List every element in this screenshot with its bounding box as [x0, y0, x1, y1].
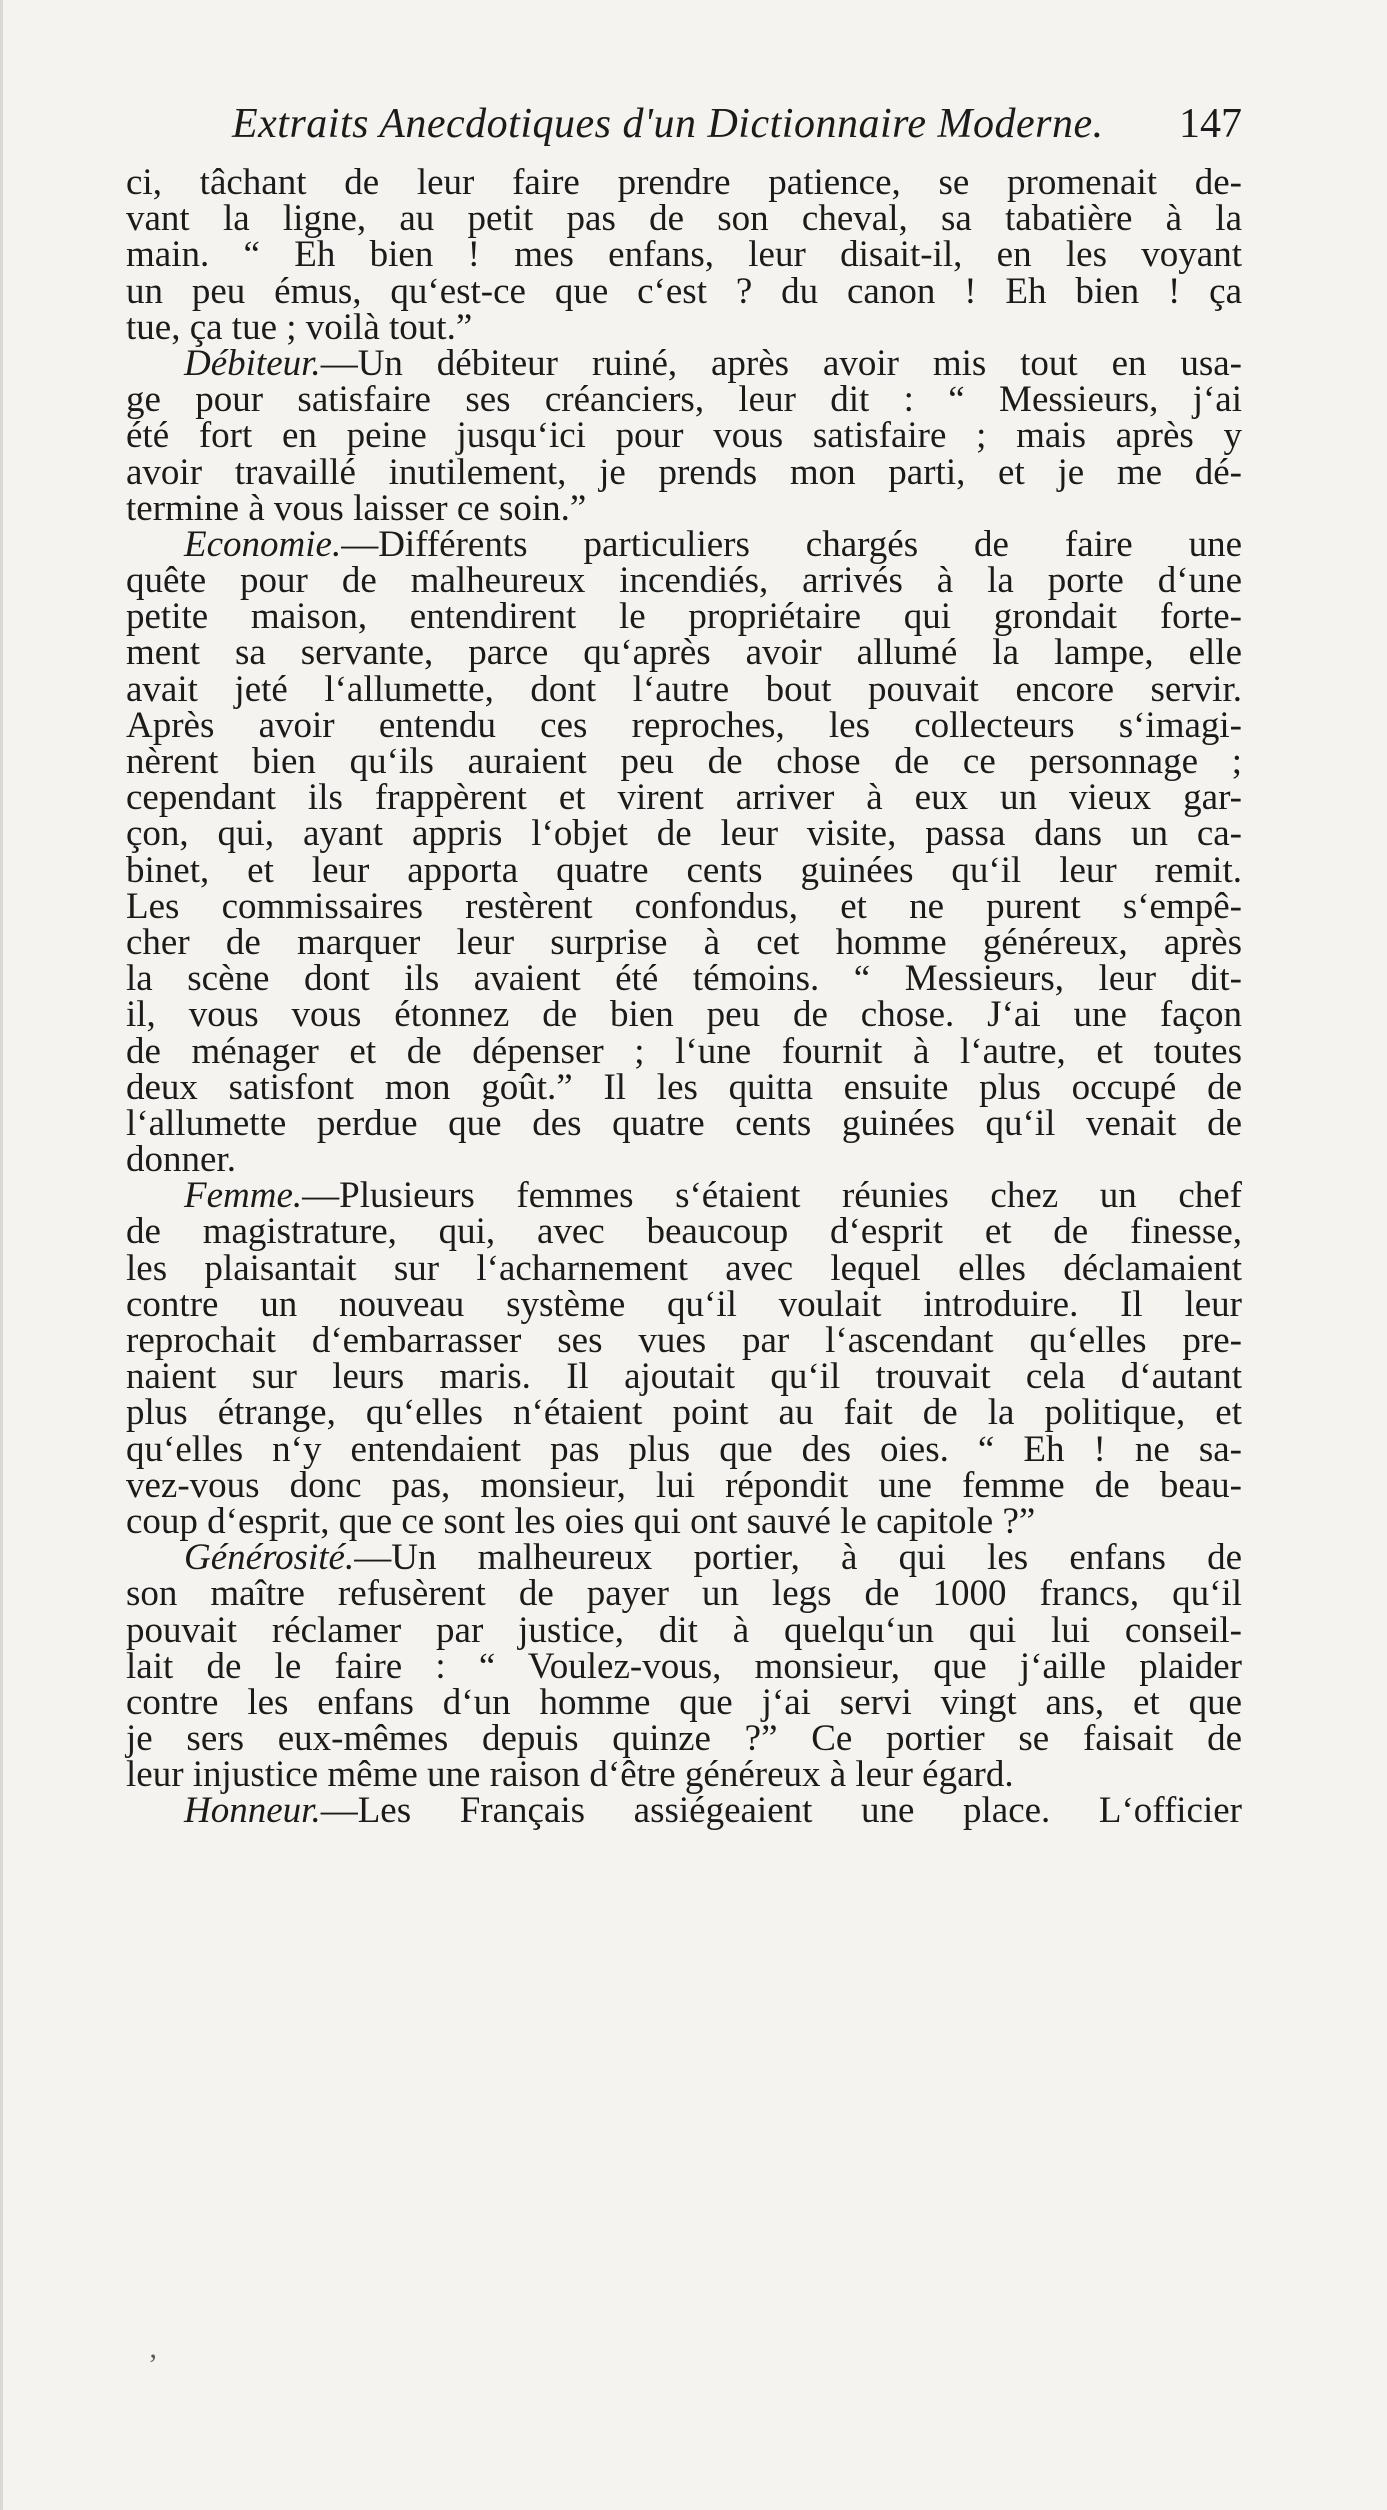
line-text: les plaisantait sur l‘acharnement avec lequel elles déclamaient: [126, 1247, 1242, 1289]
text-line: [126, 1030, 1242, 1072]
entry-headword: Honneur.: [184, 1790, 321, 1832]
line-text: je sers eux-mêmes depuis quinze ?” Ce portier se faisait de: [126, 1718, 1242, 1760]
text-line: [126, 1247, 1242, 1289]
entry-headword: Femme.: [184, 1175, 303, 1217]
text-line: [126, 1428, 1242, 1470]
text-line: [126, 849, 1242, 891]
line-text: binet, et leur apporta quatre cents guinées qu‘il leur remit.: [126, 849, 1242, 891]
text-line: [126, 777, 1242, 819]
line-text: coup d‘esprit, que ce sont les oies qui ont sauvé le capitole ?”: [126, 1500, 1036, 1542]
running-title: Extraits Anecdotiques d'un Dictionnaire Moderne.: [232, 101, 1104, 147]
text-line: [126, 632, 1242, 674]
text-line: [126, 1681, 1242, 1723]
running-header: [232, 100, 1242, 160]
line-text: naient sur leurs maris. Il ajoutait qu‘il trouvait cela d‘autant: [126, 1356, 1242, 1398]
line-text: —Les Français assiégeaient une place. L‘officier: [320, 1790, 1242, 1832]
text-line: [126, 885, 1242, 927]
text-line: [126, 921, 1242, 963]
text-line: [126, 198, 1242, 240]
text-line: [126, 1464, 1242, 1506]
text-line: [126, 162, 1242, 203]
text-line: [126, 596, 1242, 638]
text-line: [126, 1392, 1242, 1434]
entry-headword: Débiteur.: [184, 342, 321, 384]
page-edge: [0, 0, 3, 2510]
line-text: vez-vous donc pas, monsieur, lui répondit une femme de beau-: [126, 1464, 1242, 1506]
text-line: [126, 1754, 1242, 1796]
line-text: petite maison, entendirent le propriétaire qui grondait forte-: [126, 596, 1242, 638]
line-text: l‘allumette perdue que des quatre cents guinées qu‘il venait de: [126, 1102, 1242, 1144]
text-line: [126, 1283, 1242, 1325]
line-text: la scène dont ils avaient été témoins. “ Messieurs, leur dit-: [126, 958, 1242, 1000]
text-line: [126, 234, 1242, 276]
line-text: été fort en peine jusqu‘ici pour vous satisfaire ; mais après y: [126, 415, 1242, 457]
line-text: Après avoir entendu ces reproches, les collecteurs s‘imagi-: [126, 704, 1242, 746]
text-line: [126, 704, 1242, 746]
text-line: [126, 1645, 1242, 1687]
line-text: son maître refusèrent de payer un legs de 1000 francs, qu‘il: [126, 1573, 1242, 1615]
text-line: [126, 415, 1242, 457]
line-text: cependant ils frappèrent et virent arriver à eux un vieux gar-: [126, 777, 1242, 819]
line-text: main. “ Eh bien ! mes enfans, leur disait-il, en les voyant: [126, 234, 1242, 276]
line-text: contre un nouveau système qu‘il voulait introduire. Il leur: [126, 1283, 1242, 1325]
text-line: [126, 1320, 1242, 1361]
text-line: [126, 1139, 1242, 1181]
entry-first-line: [126, 1537, 1242, 1579]
entry-first-line: [126, 342, 1242, 384]
line-text: quête pour de malheureux incendiés, arrivés à la porte d‘une: [126, 560, 1242, 602]
line-text: avoir travaillé inutilement, je prends mon parti, et je me dé-: [126, 451, 1242, 493]
line-text: pouvait réclamer par justice, dit à quelqu‘un qui lui conseil-: [126, 1609, 1242, 1651]
entry-headword: Générosité.: [184, 1537, 355, 1579]
line-text: qu‘elles n‘y entendaient pas plus que des oies. “ Eh ! ne sa-: [126, 1428, 1242, 1470]
text-line: [126, 1211, 1242, 1253]
text-line: [126, 1609, 1242, 1651]
body-text: [126, 162, 1242, 1832]
line-text: deux satisfont mon goût.” Il les quitta ensuite plus occupé de: [126, 1066, 1242, 1108]
line-text: ge pour satisfaire ses créanciers, leur dit : “ Messieurs, j‘ai: [126, 379, 1242, 421]
line-text: —Un débiteur ruiné, après avoir mis tout en usa-: [320, 342, 1242, 384]
text-line: [126, 487, 1242, 529]
text-line: [126, 1573, 1242, 1615]
line-text: un peu émus, qu‘est-ce que c‘est ? du canon ! Eh bien ! ça: [126, 270, 1242, 312]
line-text: vant la ligne, au petit pas de son cheval, sa tabatière à la: [126, 198, 1242, 240]
line-text: avait jeté l‘allumette, dont l‘autre bout pouvait encore servir.: [126, 668, 1242, 710]
entry-first-line: [126, 523, 1242, 565]
line-text: —Un malheureux portier, à qui les enfans de: [354, 1537, 1242, 1579]
text-line: [126, 306, 1242, 348]
line-text: reprochait d‘embarrasser ses vues par l‘ascendant qu‘elles pre-: [126, 1320, 1242, 1361]
text-line: [126, 1066, 1242, 1108]
line-text: —Plusieurs femmes s‘étaient réunies chez un chef: [302, 1175, 1242, 1217]
text-line: [126, 813, 1242, 855]
text-line: [126, 1356, 1242, 1398]
entry-headword: Economie.: [184, 523, 342, 565]
text-line: [126, 1500, 1242, 1542]
text-line: [126, 560, 1242, 602]
text-line: [126, 1102, 1242, 1144]
text-line: [126, 451, 1242, 493]
line-text: plus étrange, qu‘elles n‘étaient point au fait de la politique, et: [126, 1392, 1242, 1434]
page-number: 147: [1179, 101, 1242, 147]
line-text: donner.: [126, 1139, 236, 1181]
line-text: çon, qui, ayant appris l‘objet de leur visite, passa dans un ca-: [126, 813, 1242, 855]
line-text: il, vous vous étonnez de bien peu de chose. J‘ai une façon: [126, 994, 1242, 1036]
line-text: nèrent bien qu‘ils auraient peu de chose de ce personnage ;: [126, 741, 1242, 782]
text-line: [126, 270, 1242, 312]
line-text: de ménager et de dépenser ; l‘une fournit à l‘autre, et toutes: [126, 1030, 1242, 1072]
entry-first-line: [126, 1790, 1242, 1832]
text-line: [126, 379, 1242, 421]
line-text: ment sa servante, parce qu‘après avoir allumé la lampe, elle: [126, 632, 1242, 674]
line-text: termine à vous laisser ce soin.”: [126, 487, 587, 529]
line-text: tue, ça tue ; voilà tout.”: [126, 306, 473, 348]
text-line: [126, 1718, 1242, 1760]
footer-mark: ’: [148, 2348, 158, 2381]
line-text: ci, tâchant de leur faire prendre patience, se promenait de-: [126, 162, 1242, 203]
text-line: [126, 994, 1242, 1036]
text-line: [126, 741, 1242, 782]
line-text: de magistrature, qui, avec beaucoup d‘esprit et de finesse,: [126, 1211, 1242, 1253]
entry-first-line: [126, 1175, 1242, 1217]
text-line: [126, 668, 1242, 710]
line-text: contre les enfans d‘un homme que j‘ai servi vingt ans, et que: [126, 1681, 1242, 1723]
line-text: lait de le faire : “ Voulez-vous, monsieur, que j‘aille plaider: [126, 1645, 1242, 1687]
line-text: cher de marquer leur surprise à cet homme généreux, après: [126, 921, 1242, 963]
line-text: leur injustice même une raison d‘être généreux à leur égard.: [126, 1754, 1014, 1796]
line-text: Les commissaires restèrent confondus, et ne purent s‘empê-: [126, 885, 1242, 927]
text-line: [126, 958, 1242, 1000]
line-text: —Différents particuliers chargés de faire une: [341, 523, 1242, 565]
